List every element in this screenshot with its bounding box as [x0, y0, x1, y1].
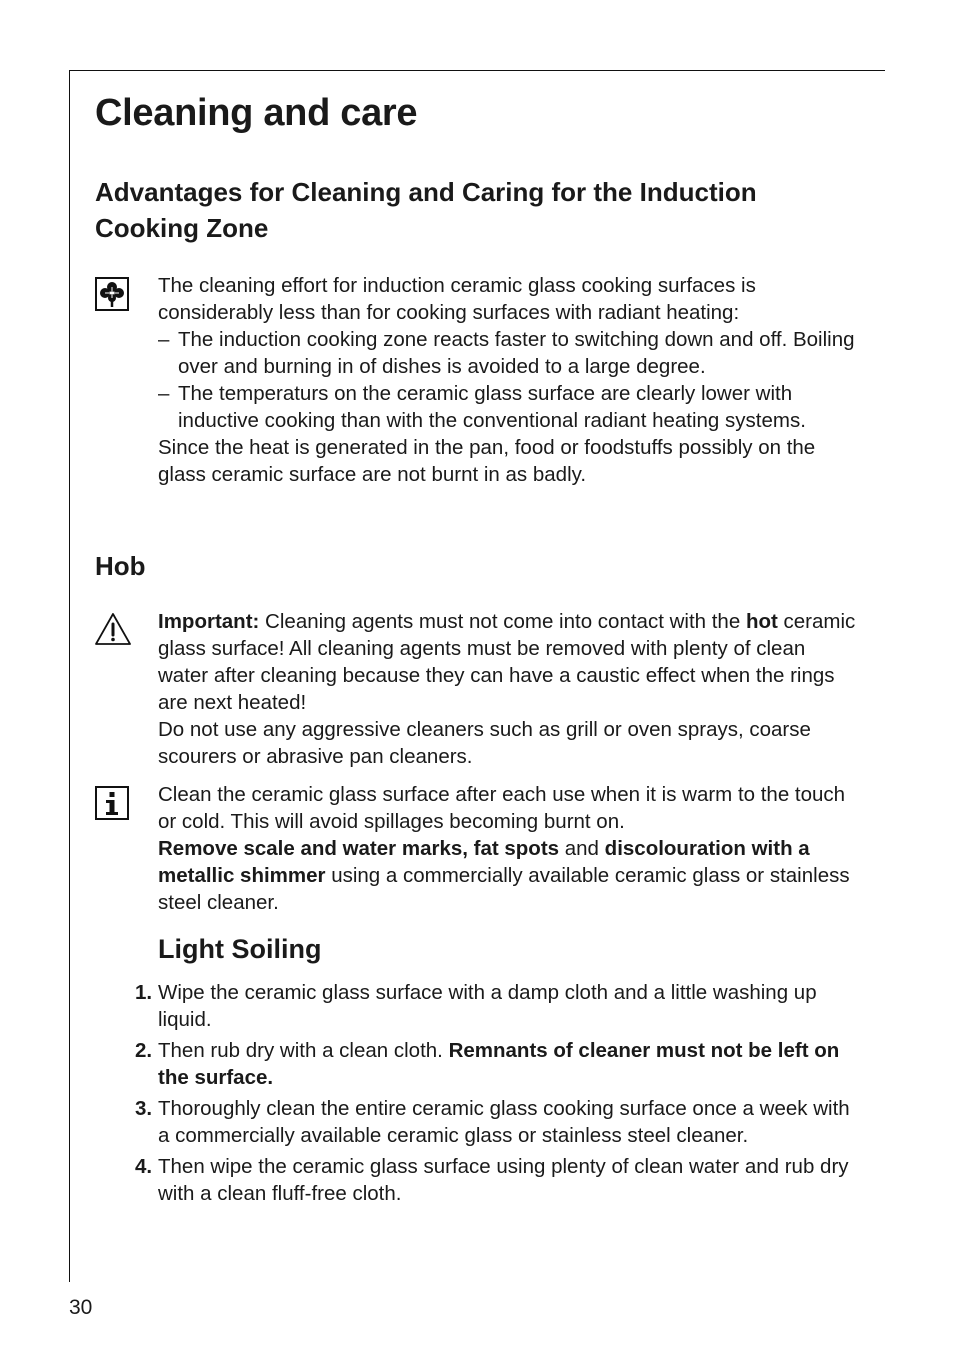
info-section [158, 781, 860, 916]
list-item [130, 979, 860, 1033]
hob-heading: Hob [95, 551, 146, 581]
info-bold-phrase: discolouration with a metallic shimmer [158, 837, 810, 887]
info-first-paragraph: Clean the ceramic glass surface after each use when it is warm to the touch or cold. This will avoid spillages becoming burnt on. [158, 783, 846, 833]
list-item [130, 1095, 860, 1149]
warning-paragraph [158, 608, 860, 716]
important-label: Important: [158, 610, 260, 633]
step-text: Wipe the ceramic glass surface with a damp cloth and a little washing up liquid. [158, 981, 817, 1031]
step-bold-text: Remnants of cleaner must not be left on the surface. [158, 1039, 840, 1089]
page-number: 30 [69, 1296, 93, 1319]
frame-top-rule [69, 70, 885, 71]
advantages-heading: Advantages for Cleaning and Caring for the Induction Cooking Zone [95, 177, 757, 243]
advantages-closing: Since the heat is generated in the pan, food or foodstuffs possibly on the glass ceramic surface are not burnt in as badly. [158, 436, 816, 486]
environment-clover-icon [95, 277, 129, 311]
advantages-bullet: – The induction cooking zone reacts faster to switching down and off. Boiling over and burning in of dishes is avoided to a large degree. [158, 326, 860, 380]
list-item [130, 1153, 860, 1207]
info-text: and [559, 837, 605, 860]
hot-emphasis: hot [745, 610, 778, 633]
step-text: Then wipe the ceramic glass surface using plenty of clean water and rub dry with a clean fluff-free cloth. [158, 1155, 849, 1205]
frame-left-rule [69, 70, 70, 1282]
advantages-intro: The cleaning effort for induction ceramic glass cooking surfaces is considerably less than for cooking surfaces with radiant heating: [158, 274, 756, 324]
info-bold-phrase: Remove scale and water marks, fat spots [158, 837, 560, 860]
step-text: Then rub dry with a clean cloth. [158, 1039, 449, 1062]
step-number: 2. [135, 1039, 153, 1062]
warning-text: ceramic glass surface! All cleaning agents must be removed with plenty of clean water after cleaning because they can have a caustic effect when the rings are next heated! [158, 610, 856, 714]
step-text: Thoroughly clean the entire ceramic glass cooking surface once a week with a commercially available ceramic glass or stainless steel cleaner. [158, 1097, 850, 1147]
warning-triangle-icon [94, 612, 132, 646]
page-title: Cleaning and care [95, 92, 418, 134]
information-icon [95, 786, 129, 820]
step-number: 4. [135, 1155, 153, 1178]
light-soiling-heading: Light Soiling [158, 934, 322, 964]
warning-section [158, 608, 860, 770]
warning-text: Cleaning agents must not come into contact with the [259, 610, 746, 633]
step-number: 1. [135, 981, 153, 1004]
list-item [130, 1037, 860, 1091]
warning-second-paragraph: Do not use any aggressive cleaners such as grill or oven sprays, coarse scourers or abrasive pan cleaners. [158, 718, 811, 768]
advantages-section [158, 272, 860, 488]
info-text: using a commercially available ceramic glass or stainless steel cleaner. [158, 864, 850, 914]
step-number: 3. [135, 1097, 153, 1120]
light-soiling-steps [130, 979, 860, 1211]
info-second-paragraph [158, 835, 860, 916]
advantages-bullet: – The temperaturs on the ceramic glass surface are clearly lower with inductive cooking than with the conventional radiant heating systems. [158, 380, 860, 434]
